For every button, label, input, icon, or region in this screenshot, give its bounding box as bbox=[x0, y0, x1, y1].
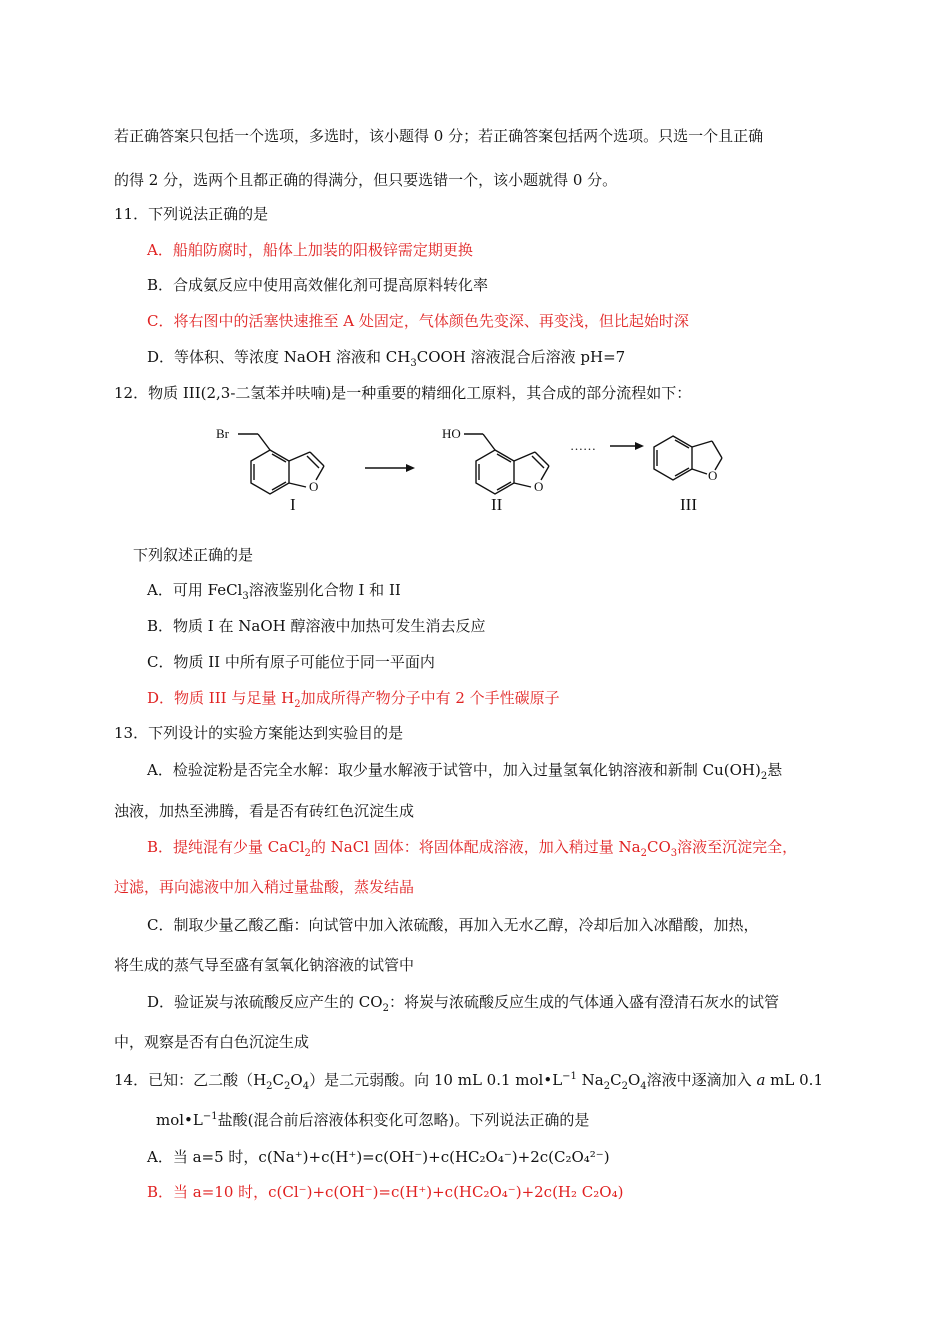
q14-option-a: A．当 a=5 时，c(Na⁺)+c(H⁺)=c(OH⁻)+c(HC₂O₄⁻)+2c(C₂O₄²⁻) bbox=[147, 1148, 610, 1166]
q13-option-a-line-1: A．检验淀粉是否完全水解：取少量水解液于试管中，加入过量氢氧化钠溶液和新制 $Cu(OH)_2$悬 bbox=[147, 761, 783, 782]
intro-line-2: 的得 2 分，选两个且都正确的得满分，但只要选错一个，该小题就得 0 分。 bbox=[114, 171, 618, 189]
q13-option-b-line-1: B．提纯混有少量 CaCl$_2$的 NaCl 固体：将固体配成溶液，加入稍过量 $Na_2CO_3$溶液至沉淀完全， bbox=[147, 838, 798, 859]
label-o-2: O bbox=[534, 479, 544, 494]
q12-option-b: B．物质 I 在 NaOH 醇溶液中加热可发生消去反应 bbox=[147, 617, 486, 635]
q13-stem: 13．下列设计的实验方案能达到实验目的是 bbox=[114, 724, 404, 742]
compound-i-label: I bbox=[290, 495, 296, 514]
q13-option-c-line-2: 将生成的蒸气导至盛有氢氧化钠溶液的试管中 bbox=[114, 956, 415, 974]
label-dots: …… bbox=[570, 438, 596, 453]
intro-line-1: 若正确答案只包括一个选项，多选时，该小题得 0 分；若正确答案包括两个选项。只选一个且正确 bbox=[114, 127, 764, 145]
q11-option-d: D．等体积、等浓度 NaOH 溶液和 $CH_3COOH$ 溶液混合后溶液 pH=7 bbox=[147, 348, 626, 369]
compound-iii-label: III bbox=[680, 495, 697, 514]
q14-option-b: B．当 a=10 时，c(Cl⁻)+c(OH⁻)=c(H⁺)+c(HC₂O₄⁻)+2c(H₂ C₂O₄) bbox=[147, 1183, 624, 1201]
label-ho: HO bbox=[442, 426, 461, 441]
label-o-1: O bbox=[309, 479, 319, 494]
q11-option-a: A．船舶防腐时，船体上加装的阳极锌需定期更换 bbox=[147, 241, 473, 259]
label-br: Br bbox=[216, 426, 229, 441]
q14-stem-line-1: 14．已知：乙二酸$(H_2C_2O_4)$是二元弱酸。向 10 mL 0.1 $mol•L^{-1}$ $Na_2C_2O_4$溶液中逐滴加入 a mL 0.1 bbox=[114, 1071, 823, 1092]
q13-option-c-line-1: C．制取少量乙酸乙酯：向试管中加入浓硫酸，再加入无水乙醇，冷却后加入冰醋酸，加热， bbox=[147, 916, 759, 934]
q12-lead: 下列叙述正确的是 bbox=[133, 546, 254, 564]
q13-option-a-line-2: 浊液，加热至沸腾，看是否有砖红色沉淀生成 bbox=[114, 802, 415, 820]
synthesis-scheme-diagram bbox=[210, 418, 740, 518]
q13-option-b-line-2: 过滤，再向滤液中加入稍过量盐酸，蒸发结晶 bbox=[114, 878, 415, 896]
q12-option-c: C．物质 II 中所有原子可能位于同一平面内 bbox=[147, 653, 435, 671]
q12-option-d: D．物质 III 与足量 $H_2$加成所得产物分子中有 2 个手性碳原子 bbox=[147, 689, 560, 710]
compound-ii-label: II bbox=[491, 495, 503, 514]
q13-option-d-line-1: D．验证炭与浓硫酸反应产生的 $CO_2$：将炭与浓硫酸反应生成的气体通入盛有澄清石灰水的试管 bbox=[147, 993, 779, 1014]
q11-option-c: C．将右图中的活塞快速推至 A 处固定，气体颜色先变深、再变浅，但比起始时深 bbox=[147, 312, 689, 330]
q14-stem-line-2: $mol•L^{-1}$盐酸(混合前后溶液体积变化可忽略)。下列说法正确的是 bbox=[156, 1111, 590, 1129]
q12-stem: 12．物质 III(2,3-二氢苯并呋喃)是一种重要的精细化工原料，其合成的部分流程如下： bbox=[114, 384, 692, 402]
label-o-3: O bbox=[708, 468, 718, 483]
q13-option-d-line-2: 中，观察是否有白色沉淀生成 bbox=[114, 1033, 310, 1051]
q11-stem: 11．下列说法正确的是 bbox=[114, 205, 269, 223]
q11-option-b: B．合成氨反应中使用高效催化剂可提高原料转化率 bbox=[147, 276, 489, 294]
q12-option-a: A．可用 FeCl$_3$溶液鉴别化合物 I 和 II bbox=[147, 581, 401, 602]
